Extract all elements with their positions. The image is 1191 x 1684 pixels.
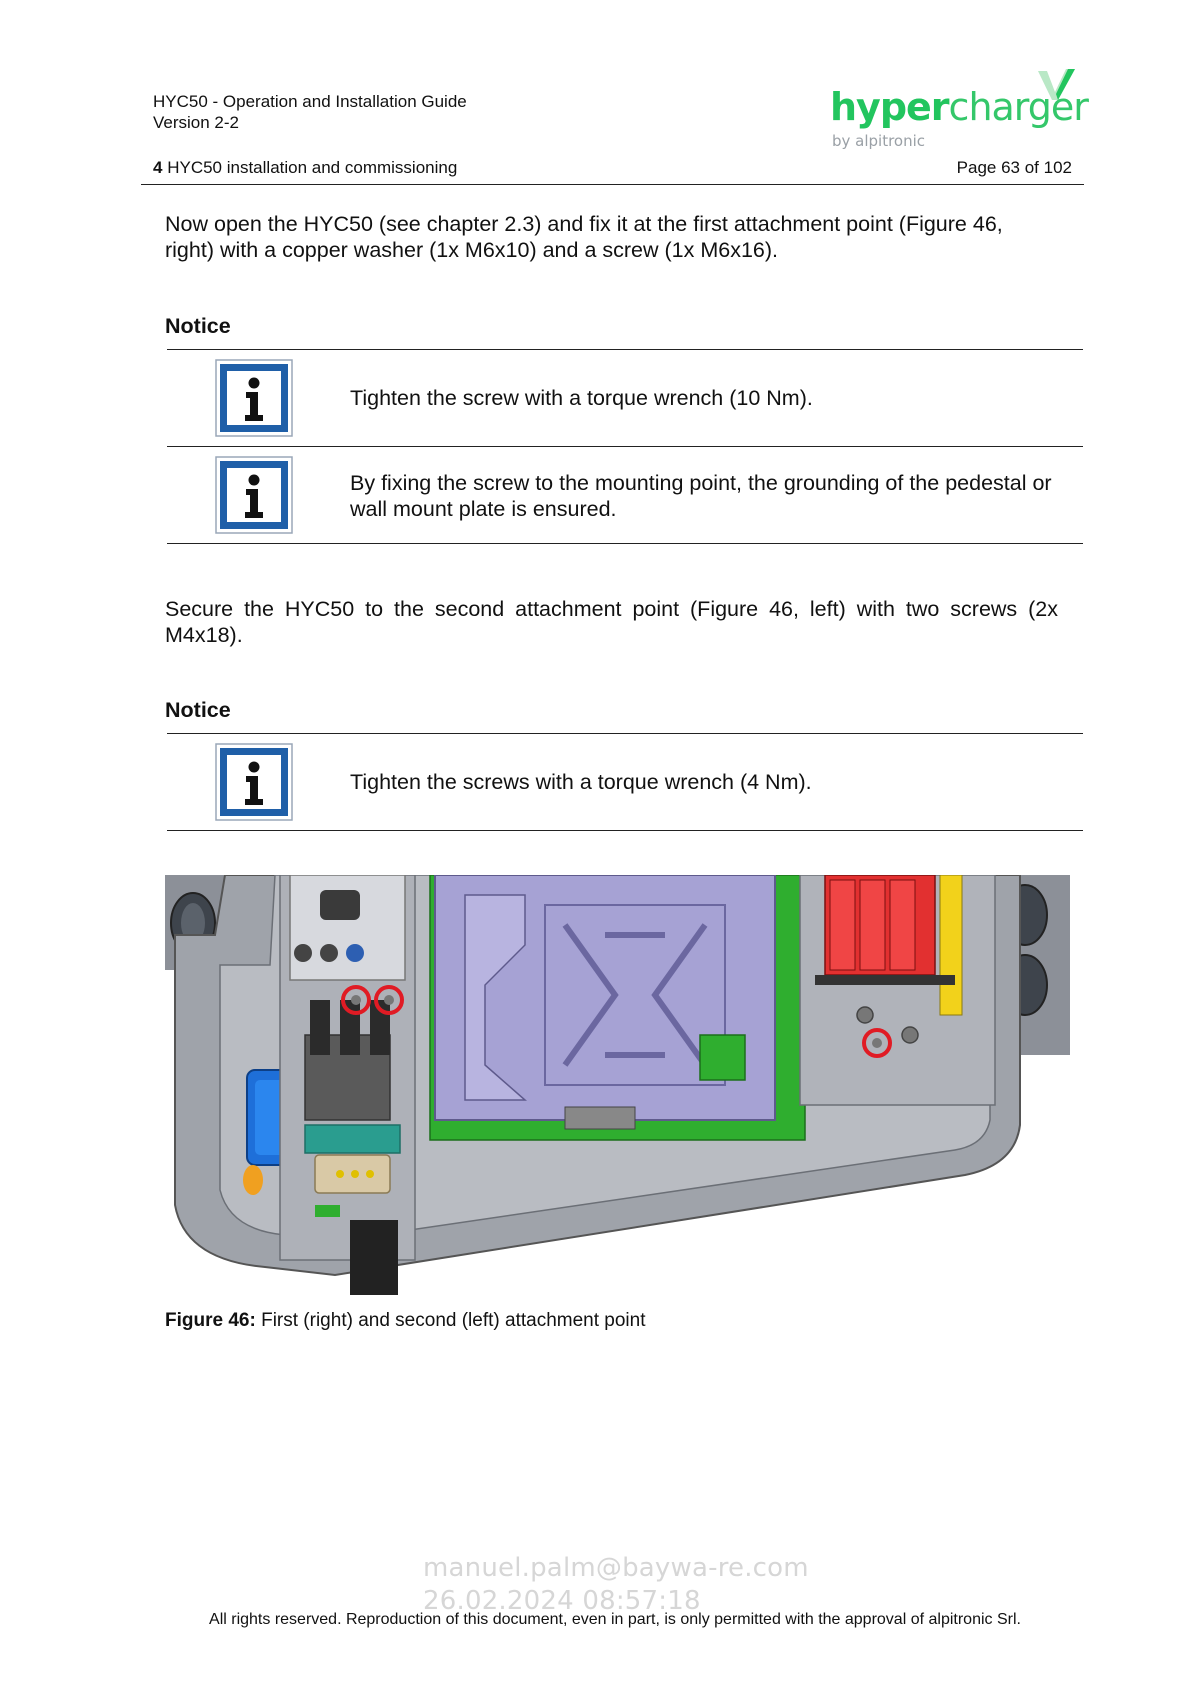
figure-caption: [165, 1310, 645, 1332]
logo-word-light: charger: [948, 85, 1088, 129]
watermark-timestamp: 26.02.2024 08:57:18: [423, 1586, 701, 1616]
figure-caption-text: First (right) and second (left) attachment point: [261, 1310, 646, 1331]
doc-version: Version 2-2: [153, 113, 239, 132]
info-icon: [215, 743, 293, 821]
info-icon: [215, 456, 293, 534]
page-number: Page 63 of 102: [956, 158, 1072, 177]
figure-46-image: [165, 875, 1070, 1295]
notice-item: [167, 733, 1083, 830]
figure-label: Figure 46:: [165, 1310, 256, 1331]
watermark-email: manuel.palm@baywa-re.com: [423, 1553, 809, 1583]
notice-text: Tighten the screw with a torque wrench (10 Nm).: [350, 386, 813, 410]
notice-item: [167, 446, 1083, 543]
logo-tagline: by alpitronic: [832, 132, 926, 150]
second-paragraph-text: Secure the HYC50 to the second attachment point (Figure 46, left) with two screws (2x M4x18).: [165, 597, 1058, 647]
footer-copyright: All rights reserved. Reproduction of this document, even in part, is only permitted with the approval of alpitronic Srl.: [209, 1611, 1021, 1628]
notice-text: By fixing the screw to the mounting point, the grounding of the pedestal or wall mount plate is ensured.: [350, 471, 1052, 521]
header-divider: [141, 184, 1084, 185]
logo-word-bold: hyper: [830, 85, 949, 129]
chapter-number: 4: [153, 158, 163, 177]
notice-title: Notice: [165, 314, 231, 338]
info-icon: [215, 359, 293, 437]
hypercharger-logo: [830, 66, 1088, 156]
notice-text: Tighten the screws with a torque wrench (4 Nm).: [350, 770, 812, 794]
notice-title: Notice: [165, 698, 231, 722]
intro-paragraph: Now open the HYC50 (see chapter 2.3) and fix it at the first attachment point (Figure 46, right) with a copper washer (1x M6x10) and a screw (1x M6x16).: [165, 212, 1003, 262]
chapter-title: HYC50 installation and commissioning: [167, 158, 458, 177]
logo-wordmark: [830, 86, 1088, 128]
notice-divider: [167, 543, 1083, 544]
doc-title: HYC50 - Operation and Installation Guide: [153, 92, 467, 111]
chapter-heading: [153, 157, 457, 178]
second-paragraph: [165, 596, 1058, 648]
notice-divider: [167, 830, 1083, 831]
notice-item: [167, 349, 1083, 446]
